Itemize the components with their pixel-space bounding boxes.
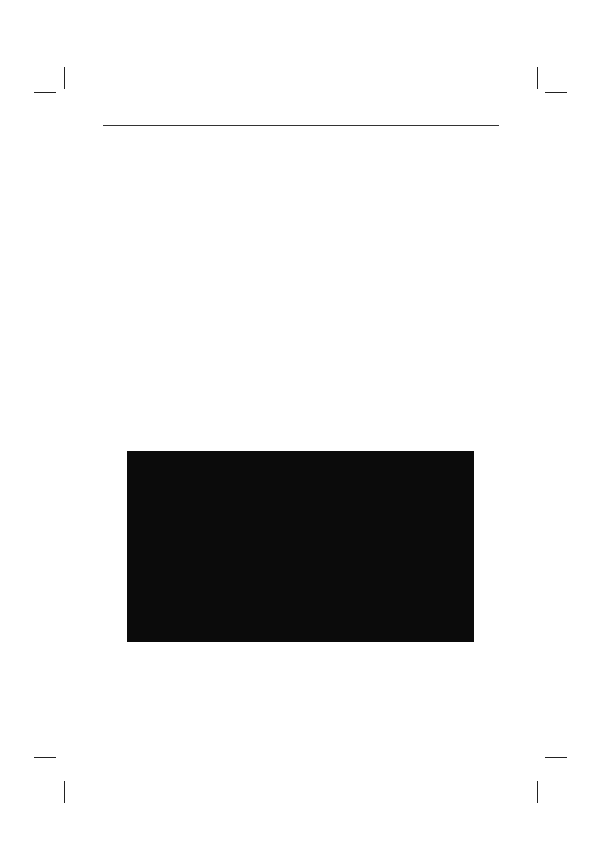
- header-rule: [103, 125, 499, 126]
- crop-mark: [64, 67, 65, 89]
- top-terminal-screenshot: [127, 451, 474, 642]
- crop-mark: [537, 67, 538, 89]
- crop-mark: [537, 781, 538, 803]
- crop-mark: [545, 92, 567, 93]
- crop-mark: [34, 757, 56, 758]
- running-header: [103, 111, 499, 125]
- crop-mark: [64, 781, 65, 803]
- crop-mark: [545, 757, 567, 758]
- crop-mark: [34, 92, 56, 93]
